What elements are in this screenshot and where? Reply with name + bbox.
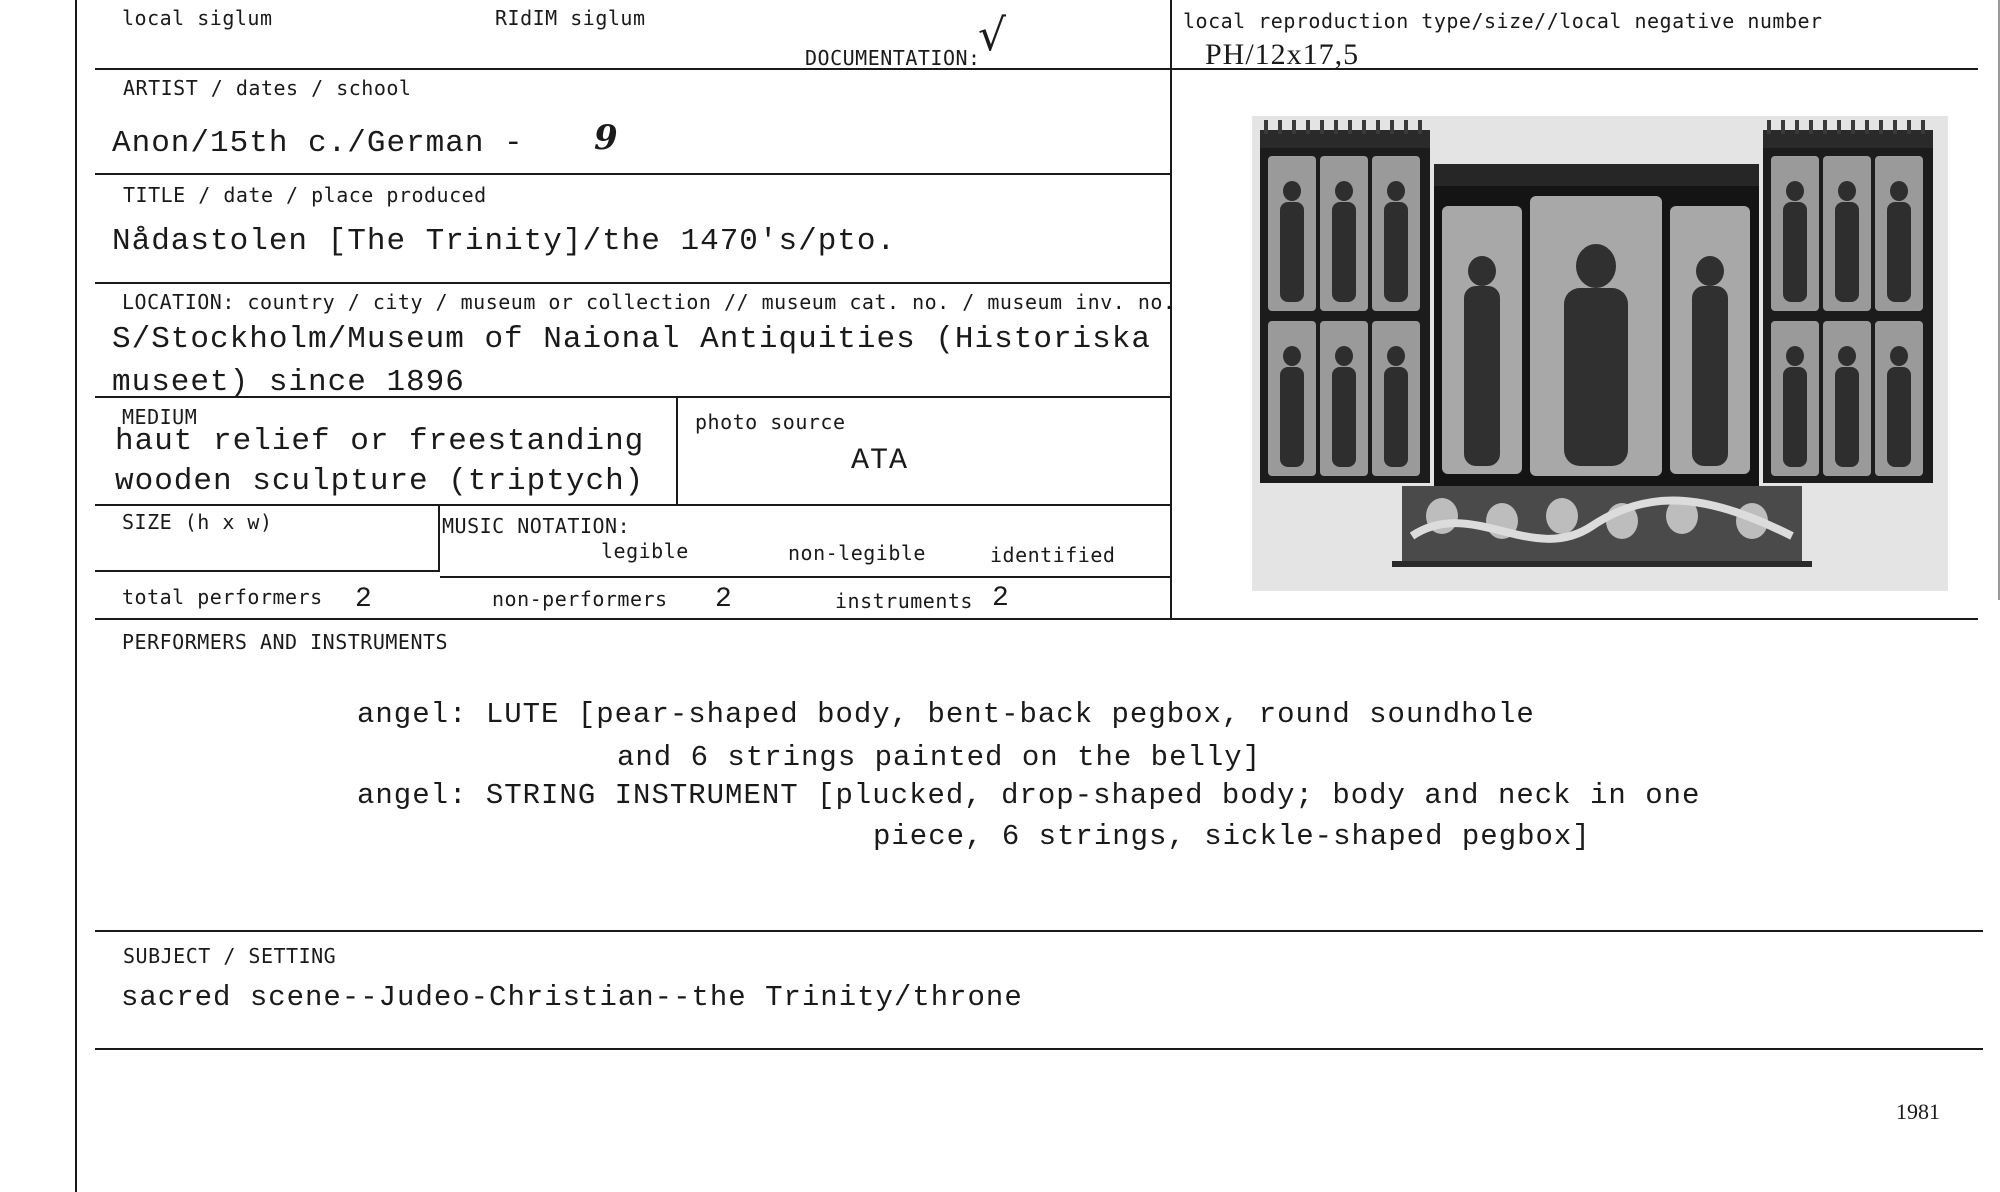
medium-rule xyxy=(95,504,1170,506)
non-legible-label: non-legible xyxy=(788,541,926,565)
triptych-illustration xyxy=(1252,116,1948,591)
non-performers-value: 2 xyxy=(715,584,733,615)
performer-entry1-line1: angel: LUTE [pear-shaped body, bent-back pegbox, round soundhole xyxy=(357,698,1535,731)
title-label: TITLE / date / place produced xyxy=(123,183,487,207)
triptych-photograph xyxy=(1252,116,1948,591)
ridim-siglum-label: RIdIM siglum xyxy=(495,6,646,30)
header-rule xyxy=(95,68,1170,70)
notation-rule xyxy=(440,576,1170,578)
performers-rule xyxy=(95,930,1983,932)
photo-source-label: photo source xyxy=(695,410,846,434)
card-year: 1981 xyxy=(1896,1099,1940,1124)
performer-entry2-line2: piece, 6 strings, sickle-shaped pegbox] xyxy=(873,820,1591,853)
photo-source-value: ATA xyxy=(851,444,909,478)
artist-value: Anon/15th c./German - xyxy=(112,126,524,161)
medium-line2: wooden sculpture (triptych) xyxy=(115,464,645,499)
instruments-value: 2 xyxy=(992,583,1010,614)
subject-label: SUBJECT / SETTING xyxy=(123,944,337,968)
medium-divider xyxy=(676,396,678,504)
location-line1: S/Stockholm/Museum of Naional Antiquities (Historiska xyxy=(112,322,1151,357)
documentation-label: DOCUMENTATION: xyxy=(805,46,981,70)
documentation-checkmark: √ xyxy=(978,10,1007,61)
size-divider xyxy=(438,504,440,570)
medium-label: MEDIUM xyxy=(122,405,198,429)
counts-rule xyxy=(95,618,1978,620)
medium-line1: haut relief or freestanding xyxy=(115,424,645,459)
location-label: LOCATION: country / city / museum or collection // museum cat. no. / museum inv. no. xyxy=(122,290,1176,314)
instruments-label: instruments xyxy=(835,589,973,613)
title-value: Nådastolen [The Trinity]/the 1470's/pto. xyxy=(112,224,897,259)
subject-value: sacred scene--Judeo-Christian--the Trinity/throne xyxy=(121,981,1023,1014)
identified-label: identified xyxy=(990,543,1116,567)
title-rule xyxy=(95,282,1170,284)
subject-rule xyxy=(95,1048,1983,1050)
total-performers-label: total performers xyxy=(122,585,323,609)
reproduction-value: PH/12x17,5 xyxy=(1205,38,1360,71)
local-siglum-label: local siglum xyxy=(122,6,273,30)
location-line2: museet) since 1896 xyxy=(112,365,465,400)
performers-label: PERFORMERS AND INSTRUMENTS xyxy=(122,630,449,654)
left-card-edge xyxy=(75,0,77,1192)
performer-entry1-line2: and 6 strings painted on the belly] xyxy=(617,741,1262,774)
music-notation-label: MUSIC NOTATION: xyxy=(442,514,631,538)
reproduction-label: local reproduction type/size//local negative number xyxy=(1183,9,1823,33)
total-performers-value: 2 xyxy=(355,584,373,615)
legible-label: legible xyxy=(601,539,689,563)
non-performers-label: non-performers xyxy=(492,587,668,611)
size-rule xyxy=(95,570,440,572)
artist-rule xyxy=(95,173,1170,175)
artist-label: ARTIST / dates / school xyxy=(123,76,412,100)
performer-entry2-line1: angel: STRING INSTRUMENT [plucked, drop-shaped body; body and neck in one xyxy=(357,779,1701,812)
artist-handwritten-number: 9 xyxy=(594,118,618,158)
size-label: SIZE (h x w) xyxy=(122,510,273,534)
